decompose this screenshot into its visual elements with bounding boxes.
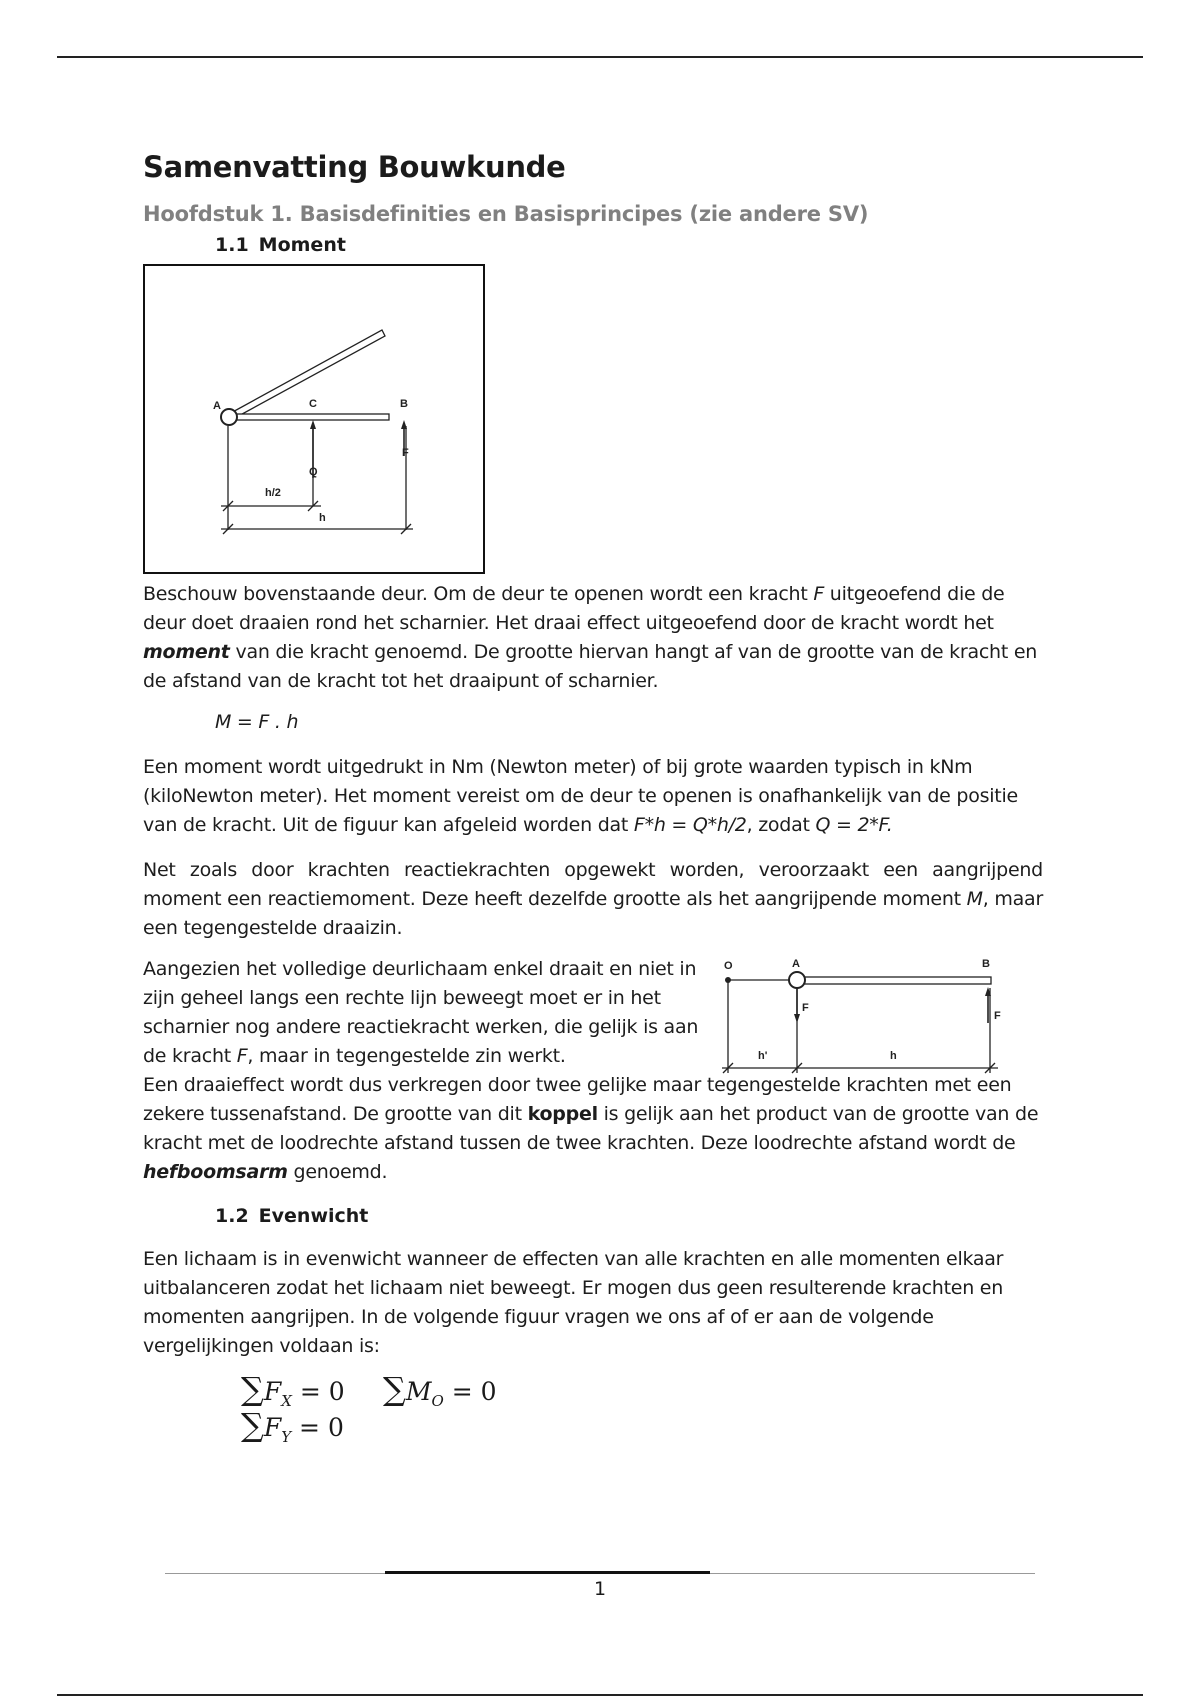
paragraph-equilibrium: [143, 1245, 1043, 1361]
door-bar: [798, 977, 991, 984]
text: , maar in tegengestelde zin werkt.: [247, 1045, 566, 1067]
text: Beschouw bovenstaande deur. Om de deur te openen wordt een kracht: [143, 583, 814, 605]
label-q: Q: [309, 466, 318, 478]
section-heading-evenwicht: [143, 1205, 1043, 1227]
door-moment-figure: [143, 264, 485, 574]
bold-italic-text: hefboomsarm: [143, 1161, 288, 1183]
eq-subscript: O: [431, 1392, 444, 1410]
label-o: O: [724, 960, 733, 972]
eq-variable: M: [405, 1377, 432, 1406]
label-f-a: F: [802, 1002, 809, 1014]
italic-text: F*h = Q*h/2: [633, 814, 747, 836]
couple-section: [143, 955, 1043, 1071]
hinge-symbol: [789, 972, 805, 988]
eq-variable: F: [263, 1413, 282, 1442]
equilibrium-equations: [143, 1371, 1043, 1447]
label-h-prime: h': [758, 1050, 768, 1062]
couple-diagram: [718, 955, 1018, 1085]
text: is gelijk aan het product van de grootte van de kracht met de loodrechte afstand tussen de twee krachten. Deze loodrechte afstand wordt de: [143, 1103, 1039, 1154]
arrow-head: [401, 420, 407, 429]
arrow-head: [794, 1014, 800, 1023]
formula-moment: M = F . h: [215, 711, 299, 733]
hinge-symbol: [221, 409, 237, 425]
equation-sum-fy: [241, 1407, 344, 1455]
eq-variable: F: [263, 1377, 282, 1406]
section-title: Evenwicht: [258, 1205, 369, 1227]
text: Net zoals door krachten reactiekrachten opgewekt worden, veroorzaakt een aangrijpend moment een reactiemoment. Deze heeft dezelfde grootte als het aangrijpende moment: [143, 859, 1043, 910]
sigma-symbol: ∑: [383, 1370, 406, 1408]
header-rule: [57, 56, 1143, 58]
door-open-position: [229, 330, 385, 419]
chapter-heading: Hoofdstuk 1. Basisdefinities en Basisprincipes (zie andere SV): [143, 202, 869, 226]
bottom-rule: [57, 1694, 1143, 1696]
italic-text: F: [813, 583, 824, 605]
italic-text: M: [966, 888, 983, 910]
eq-rhs: = 0: [291, 1413, 344, 1442]
text: genoemd.: [287, 1161, 388, 1183]
label-h2: h/2: [265, 487, 281, 499]
text: uitgeoefend die de deur doet draaien rond het scharnier. Het draai effect uitgeoefend door de kracht wordt het: [143, 583, 1005, 634]
text: , maar een tegengestelde draaizin.: [143, 888, 1044, 939]
label-b: B: [400, 398, 408, 410]
arrow-head: [310, 420, 316, 429]
section-number: 1.2: [215, 1205, 249, 1227]
door-moment-diagram: [145, 266, 483, 572]
text: van die kracht genoemd. De grootte hiervan hangt af van de grootte van de kracht en de afstand van de kracht tot het draaipunt of scharnier.: [143, 641, 1038, 692]
eq-rhs: = 0: [291, 1377, 345, 1406]
bold-italic-text: moment: [143, 641, 230, 663]
eq-rhs: = 0: [443, 1377, 497, 1406]
label-h: h: [319, 512, 326, 524]
label-a: A: [792, 958, 800, 970]
section-number: 1.1: [215, 234, 249, 256]
italic-text: F: [236, 1045, 248, 1067]
label-a: A: [213, 400, 221, 412]
page-content: [143, 150, 1043, 1447]
sigma-symbol: ∑: [241, 1406, 264, 1444]
eq-subscript: Y: [281, 1428, 292, 1446]
door-closed-position: [231, 414, 389, 420]
paragraph-units: [143, 753, 1043, 840]
paragraph-hinge-reaction: [143, 955, 703, 1071]
text: Aangezien het volledige deurlichaam enkel draait en niet in zijn geheel langs een rechte lijn beweegt moet er in het scharnier nog andere reactiekracht werken, die gelijk is aan de kracht: [143, 958, 699, 1067]
equation-sum-mo: [383, 1371, 497, 1419]
paragraph-couple: [143, 1071, 1043, 1187]
section-title: Moment: [258, 234, 346, 256]
label-b: B: [982, 958, 990, 970]
text: Een draaieffect wordt dus verkregen door twee gelijke maar tegengestelde krachten met een zekere tussenafstand. De grootte van dit: [143, 1074, 1012, 1125]
document-title: Samenvatting Bouwkunde: [143, 150, 566, 184]
label-f-b: F: [994, 1010, 1001, 1022]
page-number: 1: [593, 1578, 607, 1600]
paragraph-reaction-moment: [143, 856, 1043, 943]
label-h: h: [890, 1050, 897, 1062]
text: Een lichaam is in evenwicht wanneer de effecten van alle krachten en alle momenten elkaar uitbalanceren zodat het lichaam niet beweegt. Er mogen dus geen resulterende krachten en momenten aangrijpen. In de volgende figuur vragen we ons af of er aan de volgende vergelijkingen voldaan is:: [143, 1248, 1004, 1357]
text: Een moment wordt uitgedrukt in Nm (Newton meter) of bij grote waarden typisch in kNm (kiloNewton meter). Het moment vereist om de deur te openen is onafhankelijk van de positie van de kracht. Uit de figuur kan afgeleid worden dat: [143, 756, 1018, 836]
section-heading-moment: [143, 234, 1043, 256]
footer-rule-accent: [385, 1571, 710, 1574]
bold-text: koppel: [527, 1103, 598, 1125]
label-f: F: [402, 447, 409, 459]
italic-text: Q = 2*F.: [815, 814, 893, 836]
text: , zodat: [746, 814, 816, 836]
eq-subscript: X: [281, 1392, 292, 1410]
paragraph-door: [143, 580, 1043, 696]
label-c: C: [309, 398, 317, 410]
couple-figure: [718, 955, 1018, 1085]
sigma-symbol: ∑: [241, 1370, 264, 1408]
